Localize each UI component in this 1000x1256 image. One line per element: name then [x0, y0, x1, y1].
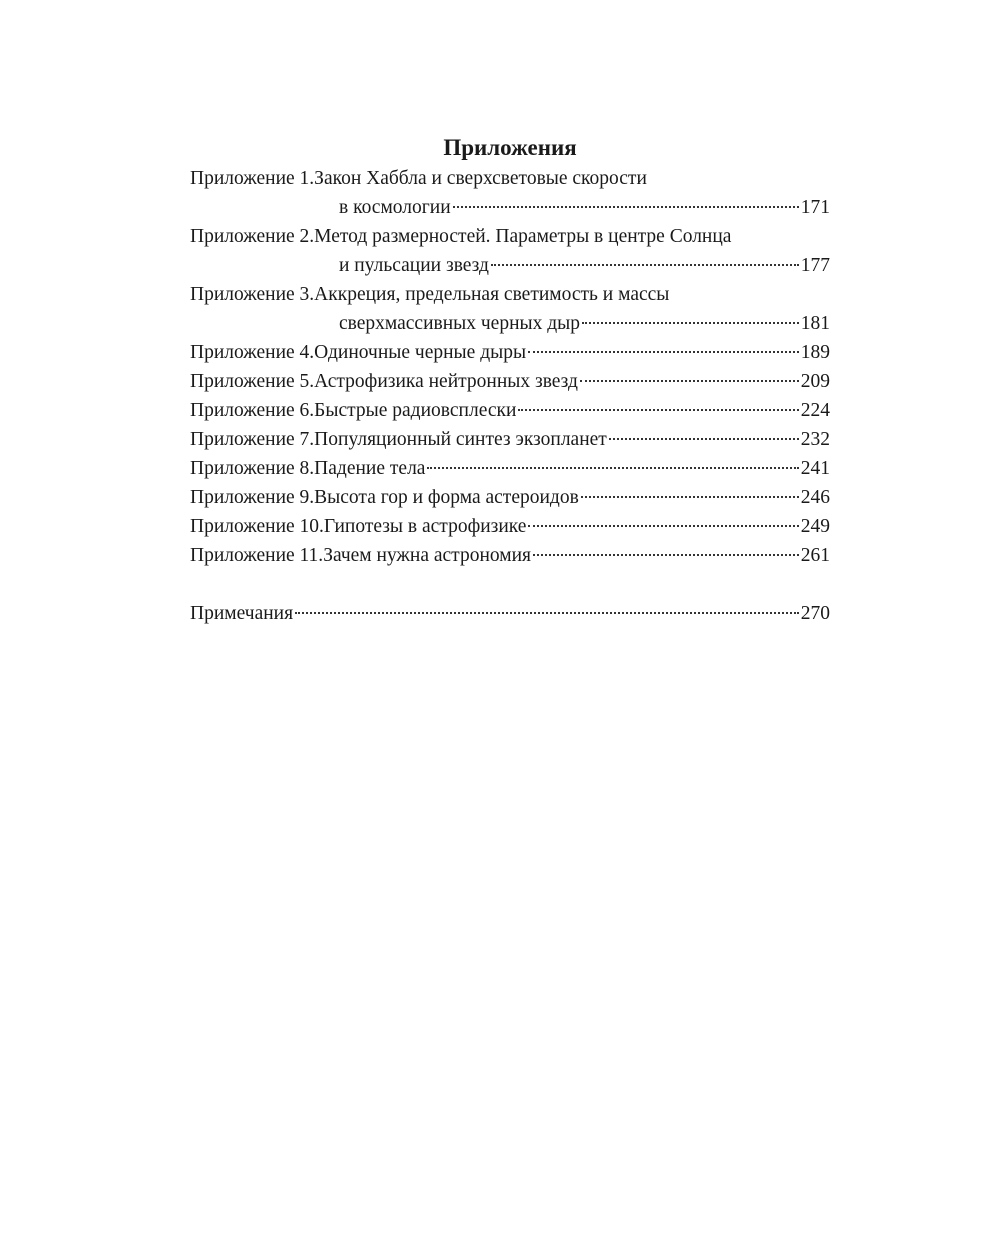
toc-entry-prefix: Приложение 1. — [190, 168, 315, 189]
toc-entry-continuation: и пульсации звезд — [339, 255, 489, 276]
toc-page-number: 270 — [800, 603, 830, 624]
toc-entry-prefix: Приложение 10. — [190, 516, 324, 537]
toc-entry-prefix: Приложение 2. — [190, 226, 315, 247]
toc-page-number: 249 — [800, 516, 830, 537]
toc-entry-11 — [190, 541, 830, 570]
toc-page-number: 246 — [800, 487, 830, 508]
table-of-contents — [190, 164, 830, 628]
section-heading: Приложения — [443, 135, 577, 160]
toc-page-number: 209 — [800, 371, 830, 392]
toc-entry-prefix: Приложение 7. — [190, 429, 315, 450]
toc-entry-title: Закон Хаббла и сверхсветовые скорости — [314, 168, 647, 189]
toc-entry-title: Высота гор и форма астероидов — [314, 487, 579, 508]
toc-page-number: 177 — [800, 255, 830, 276]
toc-page-number: 224 — [800, 400, 830, 421]
toc-entry-title: Зачем нужна астрономия — [323, 545, 532, 566]
toc-entry-prefix: Приложение 8. — [190, 458, 315, 479]
toc-entry-8 — [190, 454, 830, 483]
toc-entry-title: Аккреция, предельная светимость и массы — [314, 284, 670, 305]
dot-leader — [582, 322, 799, 324]
dot-leader — [609, 438, 799, 440]
toc-entry-4 — [190, 338, 830, 367]
dot-leader — [581, 496, 799, 498]
toc-page-number: 171 — [800, 197, 830, 218]
toc-entry-6 — [190, 396, 830, 425]
spacer — [190, 570, 830, 599]
toc-entry-3-line2 — [190, 309, 830, 338]
toc-entry-prefix: Приложение 5. — [190, 371, 315, 392]
toc-entry-7 — [190, 425, 830, 454]
toc-entry-title: Популяционный синтез экзопланет — [314, 429, 607, 450]
dot-leader — [427, 467, 798, 469]
dot-leader — [453, 206, 799, 208]
toc-entry-title: Падение тела — [314, 458, 426, 479]
toc-entry-title: Гипотезы в астрофизике — [323, 516, 527, 537]
dot-leader — [518, 409, 798, 411]
toc-entry-prefix: Приложение 3. — [190, 284, 315, 305]
toc-entry-notes — [190, 599, 830, 628]
dot-leader — [528, 351, 799, 353]
toc-entry-10 — [190, 512, 830, 541]
dot-leader — [528, 525, 798, 527]
toc-page-number: 241 — [800, 458, 830, 479]
toc-page-number: 261 — [800, 545, 830, 566]
dot-leader — [580, 380, 799, 382]
toc-entry-title: Метод размерностей. Параметры в центре Солнца — [314, 226, 732, 247]
toc-entry-1-line2 — [190, 193, 830, 222]
toc-entry-prefix: Приложение 6. — [190, 400, 315, 421]
toc-page-number: 181 — [800, 313, 830, 334]
toc-entry-prefix: Приложение 4. — [190, 342, 315, 363]
toc-entry-title: Быстрые радиовсплески — [314, 400, 517, 421]
toc-entry-prefix: Приложение 9. — [190, 487, 315, 508]
toc-entry-9 — [190, 483, 830, 512]
toc-entry-2-line2 — [190, 251, 830, 280]
toc-entry-prefix: Приложение 11. — [190, 545, 324, 566]
toc-page-number: 232 — [800, 429, 830, 450]
toc-entry-1-line1 — [190, 164, 830, 193]
toc-entry-3-line1 — [190, 280, 830, 309]
dot-leader — [533, 554, 799, 556]
toc-entry-continuation: в космологии — [339, 197, 451, 218]
toc-entry-5 — [190, 367, 830, 396]
dot-leader — [491, 264, 799, 266]
toc-entry-continuation: сверхмассивных черных дыр — [339, 313, 581, 334]
toc-entry-2-line1 — [190, 222, 830, 251]
toc-page-number: 189 — [800, 342, 830, 363]
toc-entry-title: Одиночные черные дыры — [314, 342, 527, 363]
toc-notes-title: Примечания — [190, 603, 294, 624]
dot-leader — [295, 612, 799, 614]
toc-entry-title: Астрофизика нейтронных звезд — [314, 371, 578, 392]
